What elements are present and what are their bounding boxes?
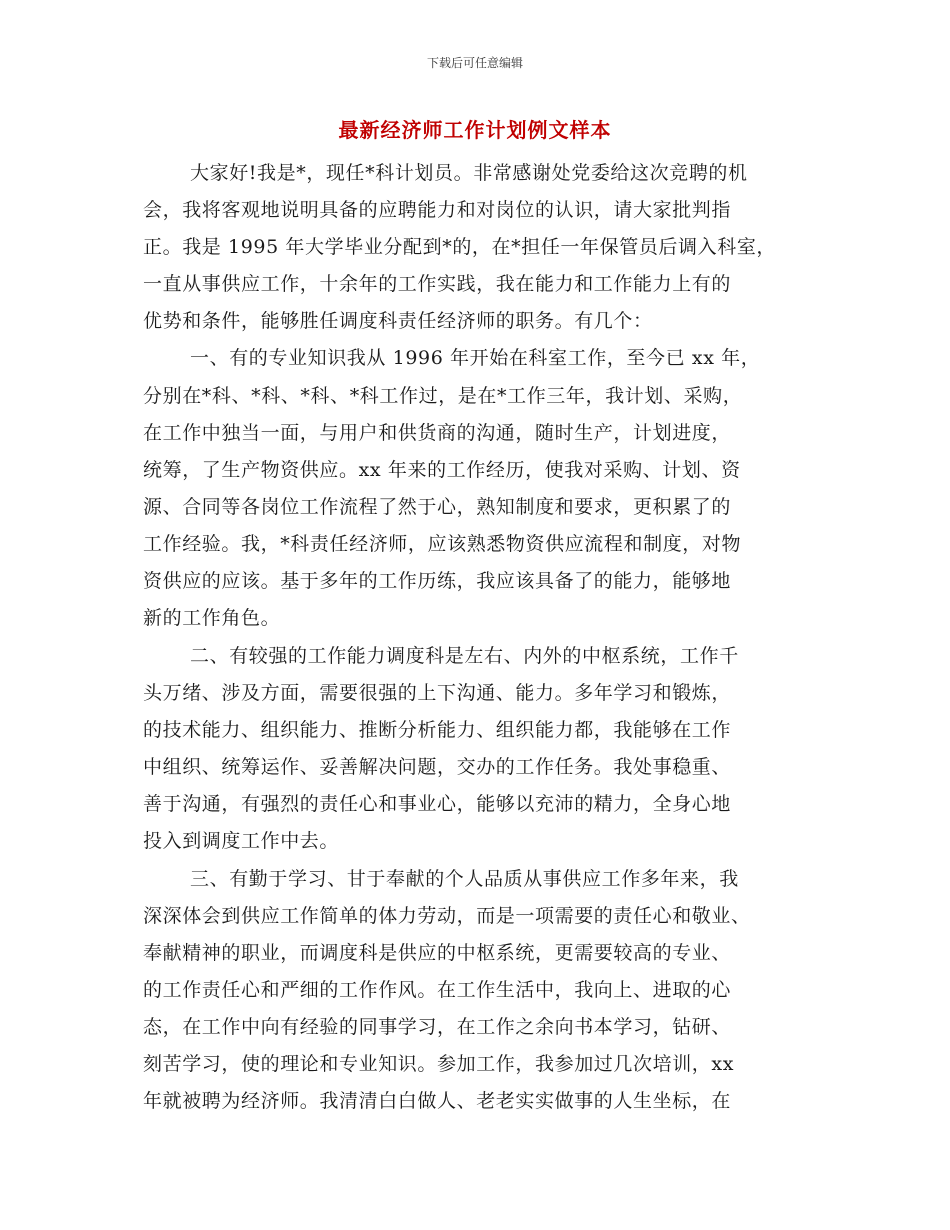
- body-line: 年就被聘为经济师。我清清白白做人、老老实实做事的人生坐标，在: [143, 1090, 732, 1112]
- body-line: 奉献精神的职业，而调度科是供应的中枢系统，更需要较高的专业、: [143, 942, 732, 964]
- body-line: 大家好!我是*，现任*科计划员。非常感谢处党委给这次竞聘的机: [190, 162, 748, 184]
- body-line: 头万绪、涉及方面，需要很强的上下沟通、能力。多年学习和锻炼，: [143, 682, 732, 704]
- body-line: 分别在*科、*科、*科、*科工作过，是在*工作三年，我计划、采购，: [143, 385, 743, 407]
- body-line: 三、有勤于学习、甘于奉献的个人品质从事供应工作多年来，我: [190, 868, 739, 890]
- page-header-note: 下载后可任意编辑: [426, 56, 523, 70]
- body-line: 统筹，了生产物资供应。xx 年来的工作经历，使我对采购、计划、资: [143, 459, 741, 481]
- body-line: 中组织、统筹运作、妥善解决问题，交办的工作任务。我处事稳重、: [143, 756, 732, 778]
- body-line: 资供应的应该。基于多年的工作历练，我应该具备了的能力，能够地: [143, 570, 732, 592]
- body-line: 源、合同等各岗位工作流程了然于心，熟知制度和要求，更积累了的: [143, 496, 732, 518]
- body-line: 深深体会到供应工作简单的体力劳动，而是一项需要的责任心和敬业、: [143, 905, 751, 927]
- body-line: 善于沟通，有强烈的责任心和事业心，能够以充沛的精力，全身心地: [143, 793, 732, 815]
- document-title: 最新经济师工作计划例文样本: [338, 118, 612, 142]
- body-line: 会，我将客观地说明具备的应聘能力和对岗位的认识，请大家批判指: [143, 199, 732, 221]
- body-line: 的技术能力、组织能力、推断分析能力、组织能力都，我能够在工作: [143, 719, 732, 741]
- body-line: 优势和条件，能够胜任调度科责任经济师的职务。有几个：: [143, 310, 653, 332]
- body-line: 一、有的专业知识我从 1996 年开始在科室工作，至今已 xx 年，: [190, 347, 761, 369]
- body-line: 工作经验。我，*科责任经济师，应该熟悉物资供应流程和制度，对物: [143, 533, 742, 555]
- body-line: 正。我是 1995 年大学毕业分配到*的，在*担任一年保管员后调入科室，: [143, 236, 777, 258]
- body-line: 在工作中独当一面，与用户和供货商的沟通，随时生产，计划进度，: [143, 422, 732, 444]
- body-line: 态，在工作中向有经验的同事学习，在工作之余向书本学习，钻研、: [143, 1016, 732, 1038]
- body-line: 刻苦学习，使的理论和专业知识。参加工作，我参加过几次培训，xx: [143, 1053, 735, 1075]
- body-line: 二、有较强的工作能力调度科是左右、内外的中枢系统，工作千: [190, 645, 739, 667]
- body-line: 新的工作角色。: [143, 607, 281, 629]
- body-line: 一直从事供应工作，十余年的工作实践，我在能力和工作能力上有的: [143, 273, 732, 295]
- body-line: 投入到调度工作中去。: [143, 830, 340, 852]
- body-line: 的工作责任心和严细的工作作风。在工作生活中，我向上、进取的心: [143, 979, 732, 1001]
